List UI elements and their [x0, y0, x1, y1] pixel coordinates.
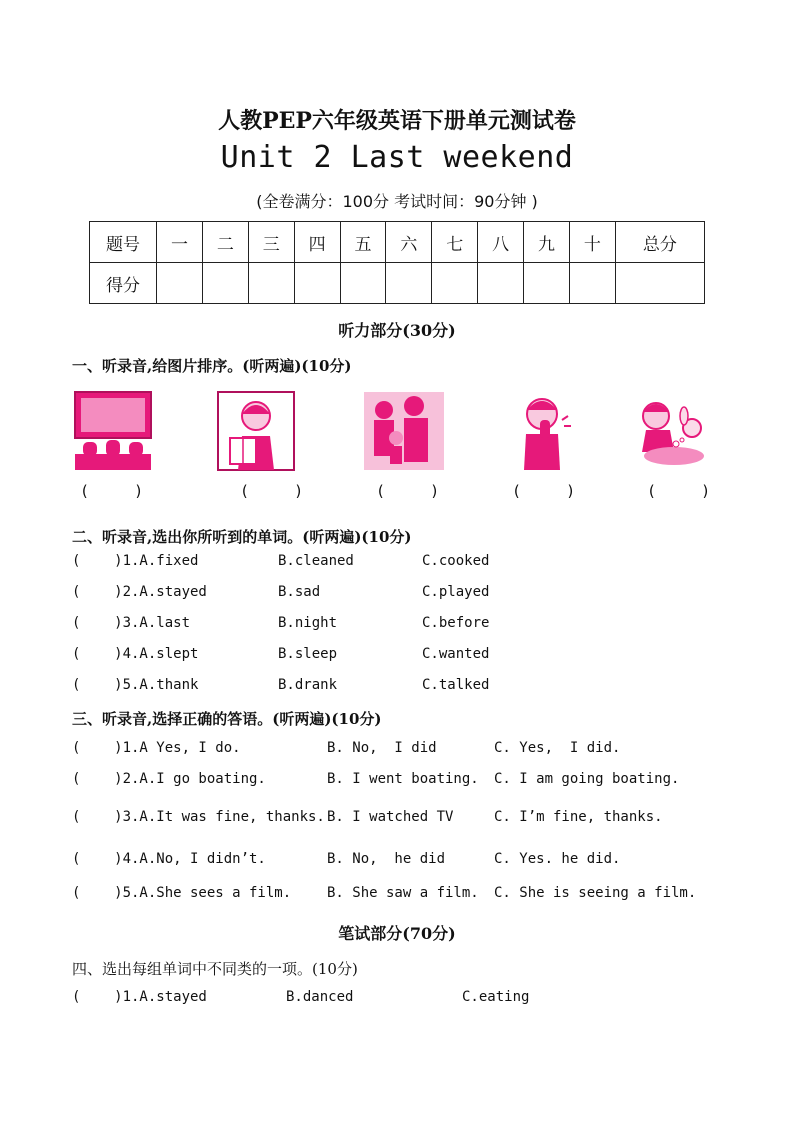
answer-blank[interactable]: ( ) — [80, 482, 144, 500]
option-b: B. No, I did — [327, 740, 437, 756]
score-cell: 八 — [478, 222, 524, 263]
option-c: C.played — [422, 584, 490, 600]
option-b: B.danced — [286, 989, 354, 1005]
score-input-cell[interactable] — [615, 263, 704, 304]
score-cell: 五 — [340, 222, 386, 263]
question-item: ( )3.A.It was fine, thanks. — [72, 809, 325, 825]
option-c: C. I’m fine, thanks. — [494, 809, 663, 825]
score-input-cell[interactable] — [524, 263, 570, 304]
option-c: C.before — [422, 615, 490, 631]
score-cell: 一 — [157, 222, 203, 263]
question-item: ( )2.A.I go boating. — [72, 771, 266, 787]
option-b: B. I watched TV — [327, 809, 454, 825]
question-item: ( )1.A.fixed — [72, 553, 199, 569]
family-icon — [364, 390, 444, 472]
option-c: C.cooked — [422, 553, 490, 569]
option-b: B. I went boating. — [327, 771, 479, 787]
score-input-cell[interactable] — [202, 263, 248, 304]
score-cell: 二 — [202, 222, 248, 263]
question-item: ( )3.A.last — [72, 615, 191, 631]
unit-title: Unit 2 Last weekend — [220, 140, 574, 175]
tv-icon — [73, 390, 153, 472]
score-cell: 七 — [432, 222, 478, 263]
score-input-cell[interactable] — [294, 263, 340, 304]
option-c: C. I am going boating. — [494, 771, 680, 787]
score-input-cell[interactable] — [157, 263, 203, 304]
part1-title: 一、听录音,给图片排序。(听两遍)(10分) — [72, 357, 352, 375]
score-input-cell[interactable] — [432, 263, 478, 304]
score-input-cell[interactable] — [340, 263, 386, 304]
answer-blank[interactable]: ( ) — [647, 482, 711, 500]
answer-blank[interactable]: ( ) — [512, 482, 576, 500]
score-cell: 四 — [294, 222, 340, 263]
option-b: B. She saw a film. — [327, 885, 479, 901]
score-cell: 九 — [524, 222, 570, 263]
answer-blank[interactable]: ( ) — [240, 482, 304, 500]
option-b: B.sad — [278, 584, 321, 600]
score-cell: 三 — [248, 222, 294, 263]
score-cell: 得分 — [90, 263, 157, 304]
girl-reading-icon — [216, 390, 296, 472]
question-item: ( )1.A.stayed — [72, 989, 207, 1005]
score-cell: 六 — [386, 222, 432, 263]
score-table-score-row — [90, 263, 705, 304]
score-cell: 总分 — [615, 222, 704, 263]
option-b: B.night — [278, 615, 338, 631]
option-b: B.cleaned — [278, 553, 354, 569]
boy-icon — [506, 390, 586, 472]
part4-title: 四、选出每组单词中不同类的一项。(10分) — [72, 960, 358, 978]
score-input-cell[interactable] — [569, 263, 615, 304]
option-b: B. No, he did — [327, 851, 446, 867]
option-c: C.talked — [422, 677, 490, 693]
score-cell: 十 — [569, 222, 615, 263]
girl-bathing-dog-icon — [630, 390, 710, 472]
question-item: ( )4.A.slept — [72, 646, 199, 662]
option-c: C.eating — [462, 989, 530, 1005]
score-table-header-row — [90, 222, 705, 263]
exam-info: (全卷满分：100分 考试时间：90分钟 ) — [256, 192, 538, 211]
score-input-cell[interactable] — [248, 263, 294, 304]
score-input-cell[interactable] — [386, 263, 432, 304]
option-c: C.wanted — [422, 646, 490, 662]
part3-title: 三、听录音,选择正确的答语。(听两遍)(10分) — [72, 710, 382, 728]
option-c: C. She is seeing a film. — [494, 885, 697, 901]
option-c: C. Yes, I did. — [494, 740, 621, 756]
question-item: ( )4.A.No, I didn’t. — [72, 851, 266, 867]
score-cell: 题号 — [90, 222, 157, 263]
question-item: ( )1.A Yes, I do. — [72, 740, 241, 756]
option-b: B.drank — [278, 677, 338, 693]
option-c: C. Yes. he did. — [494, 851, 621, 867]
score-table — [89, 221, 705, 304]
option-b: B.sleep — [278, 646, 338, 662]
writing-heading: 笔试部分(70分) — [338, 924, 456, 943]
question-item: ( )5.A.thank — [72, 677, 199, 693]
page-title: 人教PEP六年级英语下册单元测试卷 — [218, 108, 576, 134]
question-item: ( )5.A.She sees a film. — [72, 885, 292, 901]
score-input-cell[interactable] — [478, 263, 524, 304]
part2-title: 二、听录音,选出你所听到的单词。(听两遍)(10分) — [72, 528, 412, 546]
question-item: ( )2.A.stayed — [72, 584, 207, 600]
listening-heading: 听力部分(30分) — [338, 321, 456, 340]
answer-blank[interactable]: ( ) — [376, 482, 440, 500]
